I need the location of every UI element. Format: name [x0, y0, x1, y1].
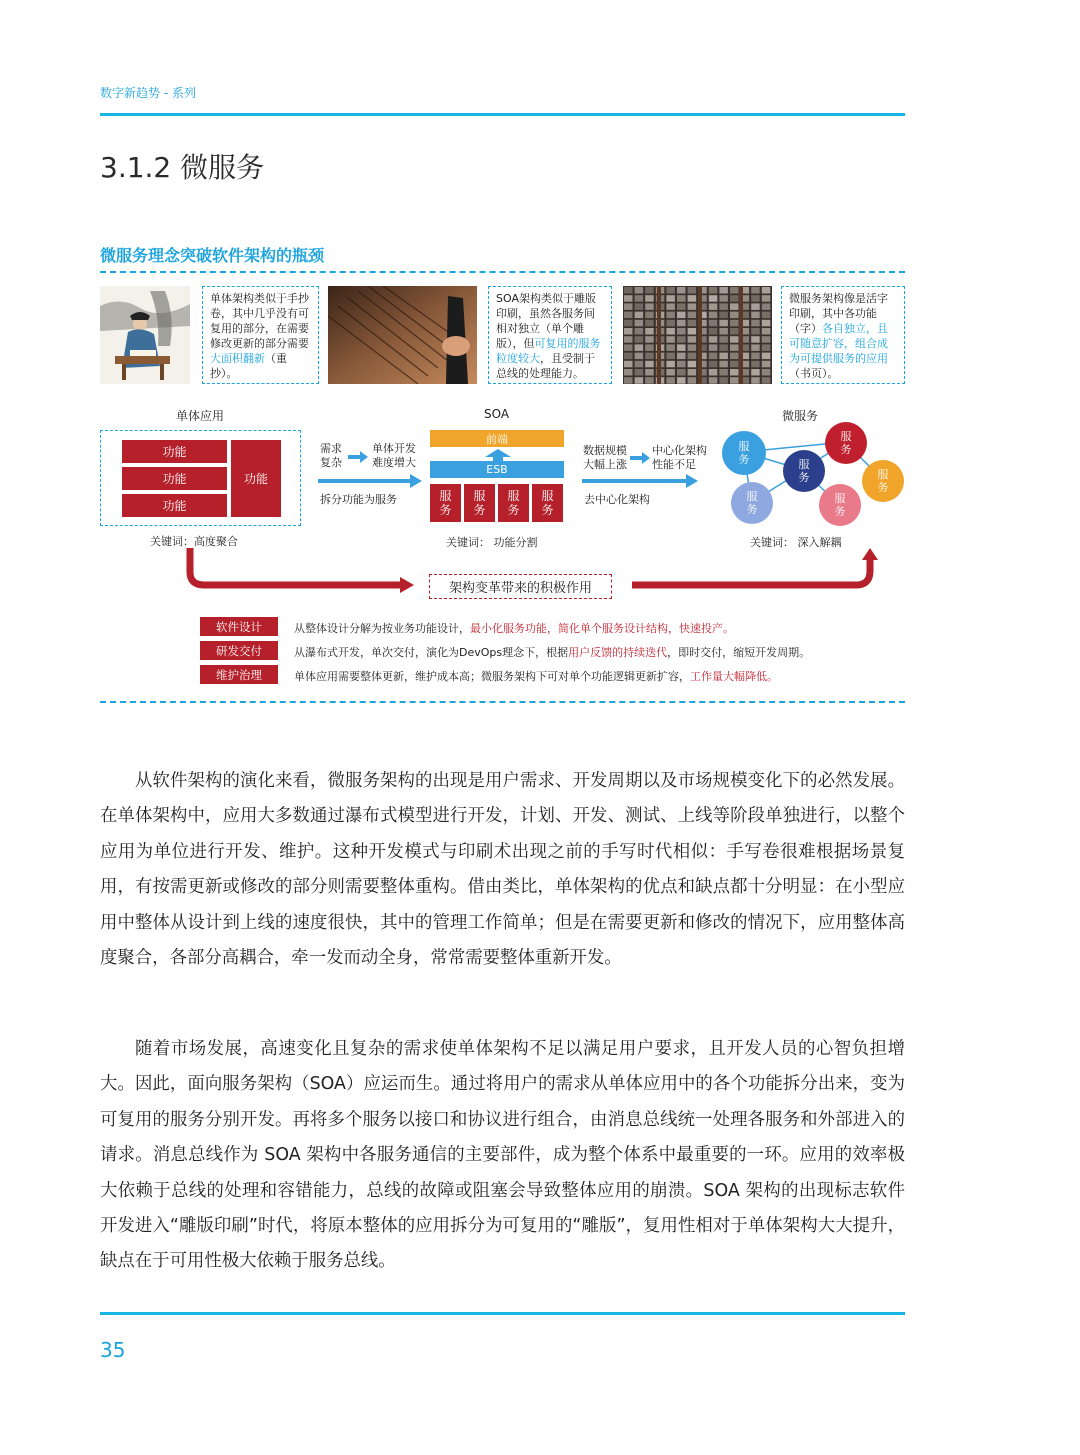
micro-service-pink	[819, 484, 861, 526]
arrow1-icon	[318, 474, 422, 488]
monolith-caption-text: 单体架构类似于手抄卷，其中几乎没有可复用的部分，在需要修改更新的部分需要	[210, 292, 309, 350]
soa-label: SOA	[484, 407, 510, 421]
monolith-func-2: 功能	[122, 467, 227, 490]
body-paragraph-1: 从软件架构的演化来看，微服务架构的出现是用户需求、开发周期以及市场规模变化下的必然发展。在单体架构中，应用大多数通过瀑布式模型进行开发，计划、开发、测试、上线等阶段单独进行，以整个应用为单位进行开发、维护。这种开发模式与印刷术出现之前的手写时代相似：手写卷很难根据场景复用，有按需更新或修改的部分则需要整体重构。借由类比，单体架构的优点和缺点都十分明显：在小型应用中整体从设计到上线的速度很快，其中的管理工作简单；但是在需要更新和修改的情况下，应用整体高度聚合，各部分高耦合，牵一发而动全身，常常需要整体重新开发。	[100, 771, 905, 969]
benefit-text-maintenance	[294, 668, 778, 684]
series-label: 数字新趋势 - 系列	[100, 86, 196, 100]
scribe-illustration	[100, 286, 190, 384]
arrow2-bottom: 去中心化架构	[584, 493, 650, 506]
micro-service-orange	[862, 460, 904, 502]
monolith-caption-tail: （重抄）。	[210, 352, 287, 380]
soa-caption-text: SOA架构类似于雕版印刷，虽然各服务间相对独立（单个雕版），但	[496, 292, 596, 350]
soa-caption-highlight: 可复用的服务粒度较大	[496, 337, 601, 365]
benefit-delivery-highlight: 用户反馈的持续迭代	[568, 646, 668, 659]
micro-service-lavender-label: 服务	[746, 490, 758, 516]
monolith-label: 单体应用	[176, 409, 225, 423]
micro-service-blue	[722, 431, 766, 475]
micro-service-navy-label: 服务	[798, 458, 810, 484]
soa-up-arrow-icon	[485, 449, 511, 461]
movable-type-photo	[623, 286, 772, 384]
monolith-caption	[202, 286, 319, 384]
benefits-banner: 架构变革带来的积极作用	[429, 574, 612, 599]
figure-title: 微服务理念突破软件架构的瓶颈	[100, 246, 325, 265]
benefit-delivery-text: 从瀑布式开发，单次交付，演化为DevOps理念下，根据	[294, 646, 569, 659]
soa-service-3: 服务	[498, 484, 529, 522]
micro-caption-highlight: 各自独立，且可随意扩容，组合成为可提供服务的应用	[789, 322, 888, 365]
micro-caption	[781, 286, 905, 384]
soa-caption-tail: ，且受制于总线的处理能力。	[496, 352, 595, 380]
benefit-tag-maintenance: 维护治理	[200, 665, 278, 684]
benefit-tag-delivery: 研发交付	[200, 641, 278, 660]
monolith-caption-highlight: 大面积翻新	[210, 352, 265, 365]
benefit-design-text: 从整体设计分解为按业务功能设计，	[294, 622, 470, 635]
micro-caption-tail: （书页）。	[789, 367, 839, 380]
benefit-text-delivery	[294, 644, 810, 660]
monolith-func-3: 功能	[122, 494, 227, 517]
benefit-maintenance-highlight: 工作量大幅降低。	[690, 670, 778, 683]
arrow1-top-right: 单体开发难度增大	[372, 442, 416, 469]
soa-service-1: 服务	[430, 484, 461, 522]
page-number: 35	[100, 1338, 126, 1362]
benefit-tag-design: 软件设计	[200, 617, 278, 636]
figure-top-divider	[100, 271, 905, 273]
monolith-keyword: 关键词：高度聚合	[150, 535, 238, 548]
benefit-text-design	[294, 620, 734, 636]
micro-service-red-label: 服务	[840, 430, 852, 456]
arrow1-bottom: 拆分功能为服务	[320, 493, 397, 506]
arrow2-icon	[582, 474, 698, 488]
micro-service-lavender	[731, 482, 773, 524]
micro-service-navy	[783, 450, 825, 492]
micro-service-blue-label: 服务	[738, 440, 750, 466]
benefit-design-highlight: 最小化服务功能，简化单个服务设计结构，快速投产。	[470, 622, 734, 635]
micro-caption-text: 微服务架构像是活字印刷，其中各功能（字）	[789, 292, 888, 335]
soa-service-2: 服务	[464, 484, 495, 522]
arrow1-small-icon	[348, 451, 368, 463]
micro-label: 微服务	[782, 409, 819, 423]
benefit-maintenance-text: 单体应用需要整体更新，维护成本高；微服务架构下可对单个功能逻辑更新扩容，	[294, 670, 690, 683]
micro-service-red	[825, 422, 867, 464]
arrow2-small-icon	[630, 452, 650, 464]
monolith-func-4: 功能	[231, 440, 281, 517]
micro-service-pink-label: 服务	[834, 492, 846, 518]
micro-service-orange-label: 服务	[877, 468, 889, 494]
footer-divider	[100, 1312, 905, 1315]
soa-keyword: 关键词： 功能分割	[446, 536, 538, 549]
arrow2-top-left: 数据规模大幅上涨	[583, 444, 627, 471]
body-paragraph-2: 随着市场发展，高速变化且复杂的需求使单体架构不足以满足用户要求，且开发人员的心智负担增大。因此，面向服务架构（SOA）应运而生。通过将用户的需求从单体应用中的各个功能拆分出来，变为可复用的服务分别开发。再将多个服务以接口和协议进行组合，由消息总线统一处理各服务和外部进入的请求。消息总线作为 SOA 架构中各服务通信的主要部件，成为整个体系中最重要的一环。应用的效率极大依赖于总线的处理和容错能力，总线的故障或阻塞会导致整体应用的崩溃。SOA 架构的出现标志软件开发进入“雕版印刷”时代，将原本整体的应用拆分为可复用的“雕版”，复用性相对于单体架构大大提升，缺点在于可用性极大依赖于服务总线。	[100, 1039, 905, 1272]
arrow2-top-right: 中心化架构性能不足	[652, 444, 707, 471]
woodblock-photo	[328, 286, 477, 384]
section-title: 3.1.2 微服务	[100, 151, 265, 184]
arrow1-top-left: 需求复杂	[320, 442, 342, 469]
header-divider	[100, 113, 905, 116]
benefit-delivery-tail: ，即时交付，缩短开发周期。	[667, 646, 811, 659]
monolith-func-1: 功能	[122, 440, 227, 463]
micro-keyword: 关键词： 深入解耦	[750, 536, 842, 549]
soa-caption	[488, 286, 612, 384]
soa-frontend: 前端	[430, 430, 564, 447]
soa-service-4: 服务	[532, 484, 563, 522]
figure-bottom-divider	[100, 701, 905, 703]
soa-esb: ESB	[430, 461, 564, 478]
